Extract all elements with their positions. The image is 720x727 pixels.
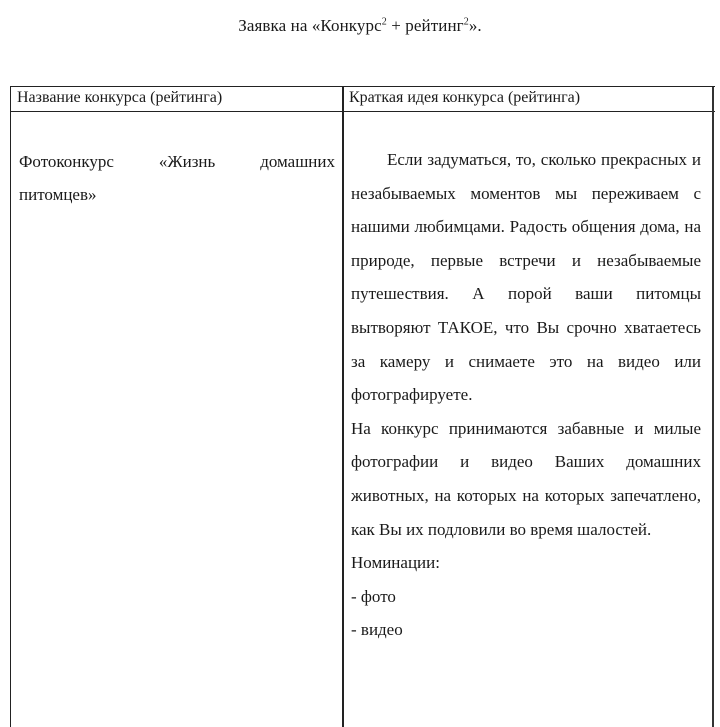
table-header-row xyxy=(11,87,715,112)
idea-paragraph-2: На конкурс принимаются забавные и милые фотографии и видео Ваших домашних животных, на которых на которых запечатлено, как Вы их подловили во время шалостей. xyxy=(351,418,701,539)
table-right-border xyxy=(712,87,714,727)
application-table xyxy=(10,86,715,727)
column-divider xyxy=(342,87,344,727)
nomination-item-photo: - фото xyxy=(351,586,396,606)
title-text-mid: + рейтинг xyxy=(386,16,464,35)
title-text-main: Заявка на «Конкурс xyxy=(238,16,382,35)
cell-contest-name: Фотоконкурс «Жизнь домашних питомцев» xyxy=(19,152,335,204)
nomination-item-video: - видео xyxy=(351,620,403,640)
idea-paragraph-1: Если задуматься, то, сколько прекрасных и незабываемых моментов мы переживаем с нашими любимцами. Радость общения дома, на природе, первые встречи и незабываемые путешествия. А порой ваши питомцы вытворяют ТАКОЕ, что Вы срочно хватаетесь за камеру и снимаете это на видео или фотографируете. xyxy=(351,150,701,405)
title-superscript-1: 2 xyxy=(381,16,387,28)
cell-contest-idea xyxy=(351,143,701,647)
title-superscript-2: 2 xyxy=(463,16,469,28)
header-contest-idea: Краткая идея конкурса (рейтинга) xyxy=(349,89,581,106)
document-title xyxy=(0,16,720,36)
title-text-end: ». xyxy=(468,16,482,35)
header-contest-name: Название конкурса (рейтинга) xyxy=(17,89,223,106)
nominations-label: Номинации: xyxy=(351,553,440,573)
